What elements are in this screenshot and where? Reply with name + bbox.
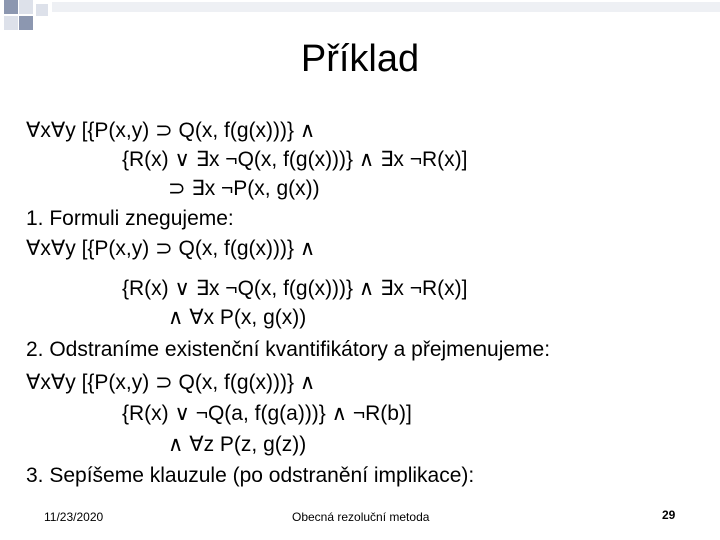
- formula-line: {R(x) ∨ ¬Q(a, f(g(a)))} ∧ ¬R(b)]: [122, 402, 412, 425]
- formula-line: {R(x) ∨ ∃x ¬Q(x, f(g(x)))} ∧ ∃x ¬R(x)]: [122, 148, 468, 171]
- formula-line: ∀x∀y [{P(x,y) ⊃ Q(x, f(g(x)))} ∧: [26, 371, 316, 394]
- formula-line: ∀x∀y [{P(x,y) ⊃ Q(x, f(g(x)))} ∧: [26, 119, 316, 142]
- page-number: 29: [662, 508, 676, 522]
- decor-square: [19, 0, 33, 14]
- footer-date: 11/23/2020: [44, 510, 104, 524]
- formula-line: ∧ ∀x P(x, g(x)): [168, 306, 307, 329]
- footer-title: Obecná rezoluční metoda: [292, 510, 430, 524]
- step-heading: 2. Odstraníme existenční kvantifikátory a přejmenujeme:: [26, 338, 551, 361]
- decor-square: [4, 16, 18, 30]
- decor-square: [19, 16, 33, 30]
- formula-line: {R(x) ∨ ∃x ¬Q(x, f(g(x)))} ∧ ∃x ¬R(x)]: [122, 277, 468, 300]
- corner-decoration: [0, 0, 720, 36]
- decor-square: [4, 0, 18, 14]
- slide-title: Příklad: [300, 38, 420, 80]
- formula-line: ∧ ∀z P(z, g(z)): [168, 433, 307, 456]
- step-heading: 1. Formuli znegujeme:: [26, 207, 234, 230]
- decor-bar: [52, 2, 720, 12]
- step-heading: 3. Sepíšeme klauzule (po odstranění implikace):: [26, 464, 475, 487]
- formula-line: ∀x∀y [{P(x,y) ⊃ Q(x, f(g(x)))} ∧: [26, 237, 316, 260]
- formula-line: ⊃ ∃x ¬P(x, g(x)): [168, 177, 320, 200]
- decor-square: [36, 4, 48, 16]
